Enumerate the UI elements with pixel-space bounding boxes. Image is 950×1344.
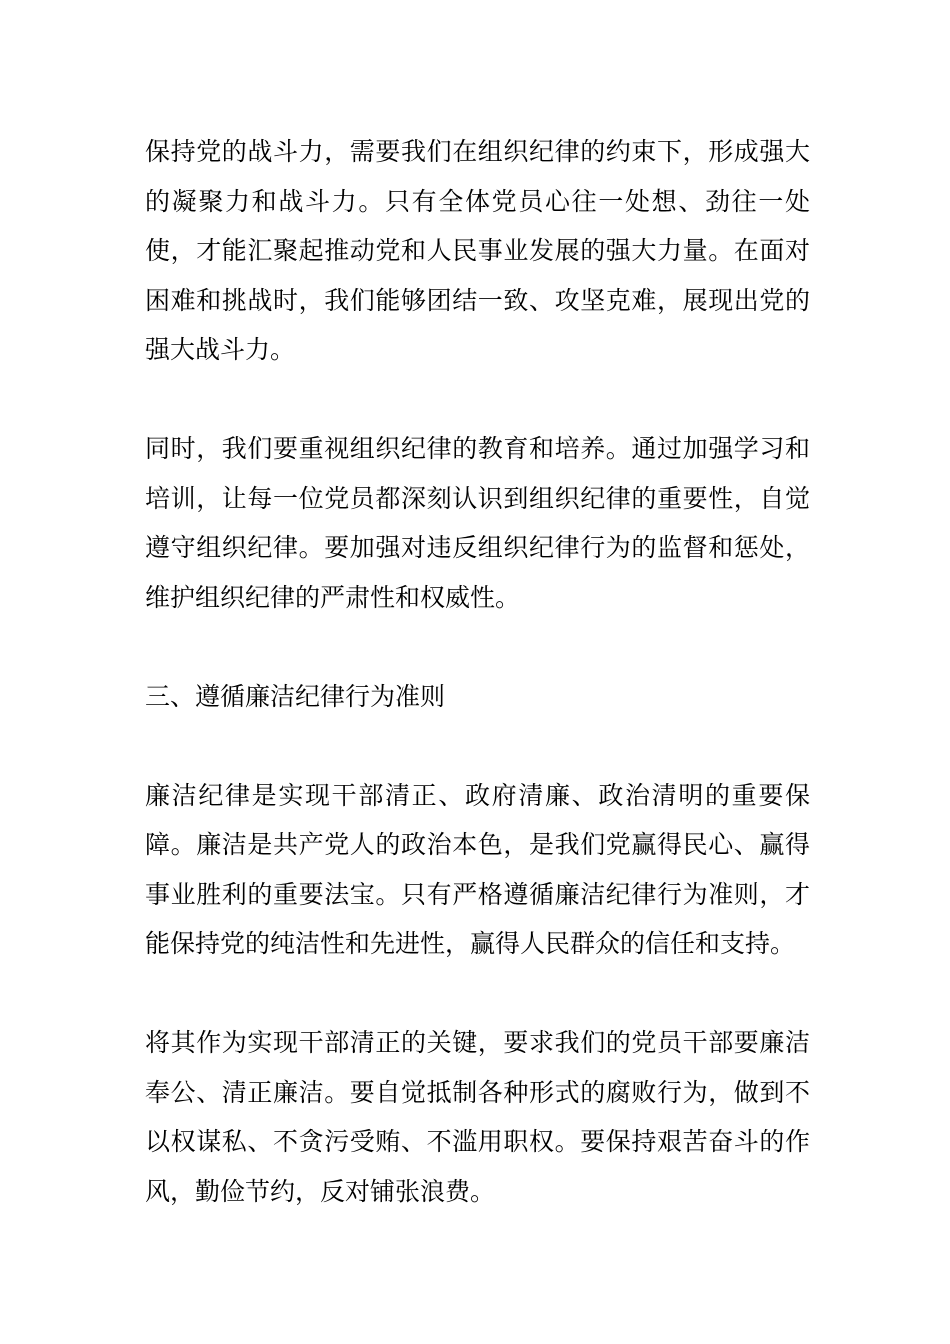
section-heading-integrity-discipline: 三、遵循廉洁纪律行为准则 xyxy=(145,681,446,711)
paragraph-discipline-education: 同时，我们要重视组织纪律的教育和培养。通过加强学习和培训，让每一位党员都深刻认识到组织纪律的重要性，自觉遵守组织纪律。要加强对违反组织纪律行为的监督和惩处，维护组织纪律的严肃性和权威性。 xyxy=(145,434,810,612)
paragraph-integrity-requirements: 将其作为实现干部清正的关键，要求我们的党员干部要廉洁奉公、清正廉洁。要自觉抵制各种形式的腐败行为，做到不以权谋私、不贪污受贿、不滥用职权。要保持艰苦奋斗的作风，勤俭节约，反对铺张浪费。 xyxy=(145,1028,810,1206)
document-body xyxy=(145,127,810,1266)
paragraph-party-fighting-capacity: 保持党的战斗力，需要我们在组织纪律的约束下，形成强大的凝聚力和战斗力。只有全体党员心往一处想、劲往一处使，才能汇聚起推动党和人民事业发展的强大力量。在面对困难和挑战时，我们能够团结一致、攻坚克难，展现出党的强大战斗力。 xyxy=(145,137,810,364)
paragraph-integrity-importance: 廉洁纪律是实现干部清正、政府清廉、政治清明的重要保障。廉洁是共产党人的政治本色，是我们党赢得民心、赢得事业胜利的重要法宝。只有严格遵循廉洁纪律行为准则，才能保持党的纯洁性和先进性，赢得人民群众的信任和支持。 xyxy=(145,780,810,958)
